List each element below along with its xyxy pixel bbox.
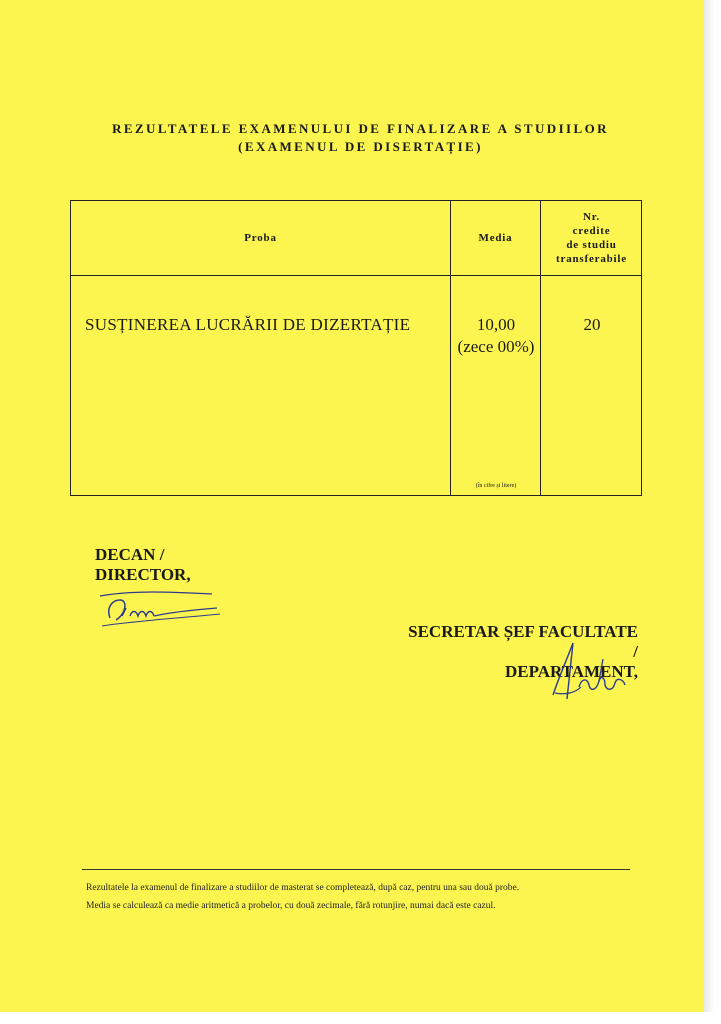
footer-divider (82, 869, 630, 870)
cell-proba: SUSȚINEREA LUCRĂRII DE DIZERTAȚIE (85, 315, 411, 334)
header-credits-line: transferabile (556, 253, 627, 265)
secretar-label-line: SECRETAR ȘEF FACULTATE / (408, 622, 638, 661)
decan-signature (92, 588, 222, 628)
header-credits-line: Nr. (583, 211, 600, 223)
header-credits-line: de studiu (566, 239, 617, 251)
header-credits (541, 201, 642, 275)
footer-note: Rezultatele la examenul de finalizare a studiilor de masterat se completează, după caz, pentru una sau două probe. (86, 883, 520, 893)
header-proba: Proba (244, 232, 277, 244)
media-words: (zece 00%) (457, 337, 535, 356)
cell-credits: 20 (583, 315, 601, 334)
cell-media (449, 314, 543, 358)
secretar-label-line: DEPARTAMENT, (504, 662, 638, 681)
media-note: (în cifre și litere) (475, 483, 517, 489)
page-bottom-edge (0, 1012, 721, 1024)
document-title: REZULTATELE EXAMENULUI DE FINALIZARE A STUDIILOR (112, 121, 609, 136)
footer-note: Media se calculează ca medie aritmetică a probelor, cu două zecimale, fără rotunjire, numai dacă este cazul. (86, 901, 496, 911)
media-number: 10,00 (476, 315, 516, 334)
decan-label-line: DECAN / (95, 545, 165, 564)
header-media: Media (478, 232, 513, 244)
table-header-divider (71, 275, 641, 276)
secretar-signature (545, 637, 640, 707)
document-subtitle: (EXAMENUL DE DISERTAȚIE) (238, 139, 483, 154)
decan-label-line: DIRECTOR, (95, 565, 191, 584)
results-table (70, 200, 642, 496)
header-credits-line: credite (572, 225, 611, 237)
decan-label (95, 545, 191, 585)
